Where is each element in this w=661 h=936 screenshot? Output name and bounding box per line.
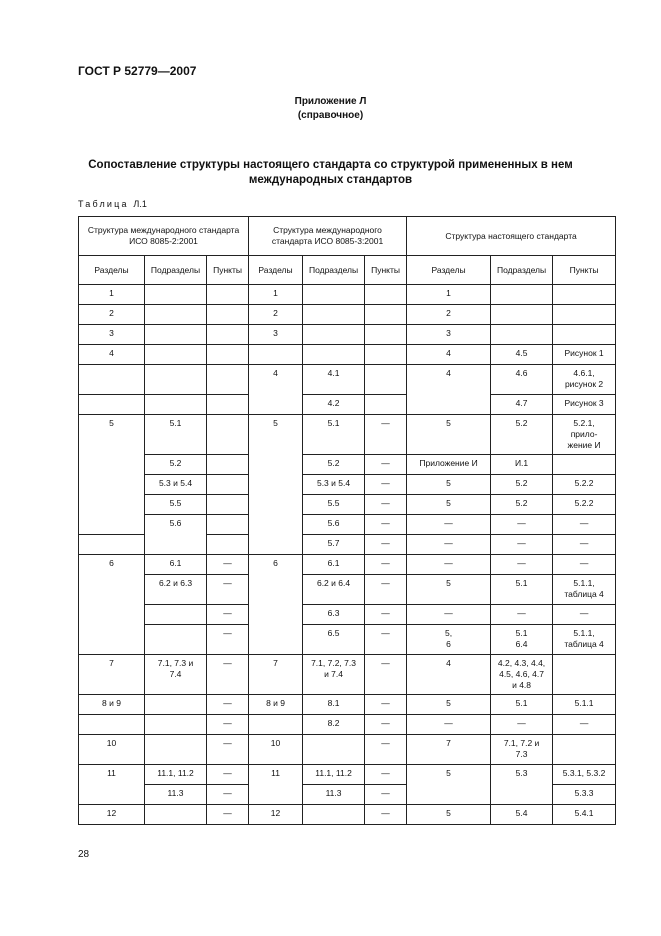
table-cell: — xyxy=(207,575,249,605)
table-row xyxy=(79,285,616,305)
table-row xyxy=(79,415,616,455)
table-cell: 5.3 и 5.4 xyxy=(303,475,365,495)
table-cell: 5.1 xyxy=(491,695,553,715)
table-cell: 5 xyxy=(407,495,491,515)
table-cell: 11.3 xyxy=(303,785,365,805)
table-cell: 11 xyxy=(249,765,303,805)
col-header-items: Пункты xyxy=(207,256,249,285)
table-cell xyxy=(491,285,553,305)
table-cell xyxy=(207,515,249,535)
table-cell xyxy=(491,625,553,655)
table-cell xyxy=(207,455,249,475)
table-cell: 6.1 xyxy=(145,555,207,575)
table-cell: — xyxy=(365,785,407,805)
table-cell: — xyxy=(207,805,249,825)
header-iso-8085-2-line-2: ИСО 8085-2:2001 xyxy=(129,236,198,246)
table-row xyxy=(79,805,616,825)
table-cell: 4 xyxy=(407,345,491,365)
table-cell: 5.2 xyxy=(491,415,553,455)
cell-line: прило- xyxy=(570,429,598,439)
table-cell: 5.6 xyxy=(303,515,365,535)
table-cell: 5 xyxy=(407,765,491,805)
col-header-subsections: Подразделы xyxy=(145,256,207,285)
header-iso-8085-3 xyxy=(249,217,407,256)
annex-label: Приложение Л xyxy=(294,96,367,107)
table-cell: — xyxy=(407,605,491,625)
standard-code: ГОСТ Р 52779—2007 xyxy=(78,64,197,78)
table-cell xyxy=(145,285,207,305)
table-row xyxy=(79,515,616,535)
col-header-sections: Разделы xyxy=(249,256,303,285)
table-row xyxy=(79,305,616,325)
table-cell: — xyxy=(407,715,491,735)
table-cell: 2 xyxy=(249,305,303,325)
table-cell xyxy=(553,735,616,765)
table-cell: — xyxy=(365,735,407,765)
table-cell xyxy=(553,455,616,475)
table-cell: 5 xyxy=(79,415,145,535)
table-cell: — xyxy=(207,555,249,575)
annex-title-line-2: международных стандартов xyxy=(248,174,413,186)
table-cell xyxy=(207,535,249,555)
table-cell xyxy=(303,285,365,305)
cell-line: 5.1 xyxy=(515,628,528,638)
table-cell: 6 xyxy=(79,555,145,655)
table-cell: — xyxy=(553,715,616,735)
table-cell: 4.6 xyxy=(491,365,553,395)
table-row xyxy=(79,345,616,365)
table-cell: 6.2 и 6.3 xyxy=(145,575,207,605)
table-cell: 5.5 xyxy=(303,495,365,515)
table-cell: 5.2.2 xyxy=(553,475,616,495)
col-header-subsections: Подразделы xyxy=(491,256,553,285)
table-cell: 5.3 и 5.4 xyxy=(145,475,207,495)
table-cell: — xyxy=(365,415,407,455)
cell-line: 7.3 xyxy=(515,749,528,759)
table-row xyxy=(79,555,616,575)
table-cell xyxy=(79,395,145,415)
table-cell xyxy=(365,285,407,305)
cell-line: 4.6.1, xyxy=(573,368,595,378)
table-cell: — xyxy=(365,515,407,535)
header-own-standard: Структура настоящего стандарта xyxy=(407,217,616,256)
table-cell: 4 xyxy=(79,345,145,365)
table-cell xyxy=(365,305,407,325)
table-row xyxy=(79,625,616,655)
table-cell: 3 xyxy=(249,325,303,345)
table-cell: — xyxy=(491,715,553,735)
table-cell: — xyxy=(207,715,249,735)
cell-line: и 7.4 xyxy=(324,669,343,679)
table-cell: Рисунок 1 xyxy=(553,345,616,365)
table-cell: — xyxy=(491,535,553,555)
table-cell xyxy=(491,305,553,325)
table-cell xyxy=(207,395,249,415)
table-cell xyxy=(207,475,249,495)
col-header-items: Пункты xyxy=(365,256,407,285)
cell-line: 6.4 xyxy=(515,639,528,649)
table-cell: 8.2 xyxy=(303,715,365,735)
table-cell xyxy=(553,575,616,605)
table-cell xyxy=(491,325,553,345)
table-cell: 11.1, 11.2 xyxy=(145,765,207,785)
cell-line: 5.1.1, xyxy=(573,628,595,638)
table-cell: — xyxy=(207,695,249,715)
table-row xyxy=(79,475,616,495)
table-cell: 5 xyxy=(407,575,491,605)
table-cell: 4 xyxy=(407,655,491,695)
table-cell: — xyxy=(207,655,249,695)
cell-line: 5.2.1, xyxy=(573,418,595,428)
table-cell: — xyxy=(365,655,407,695)
table-cell: Приложение И xyxy=(407,455,491,475)
table-cell: 5.1 xyxy=(303,415,365,455)
table-cell: — xyxy=(407,535,491,555)
table-cell: — xyxy=(365,625,407,655)
cell-line: 4.2, 4.3, 4.4, xyxy=(497,658,546,668)
table-cell: — xyxy=(553,555,616,575)
cell-line: 5.1.1, xyxy=(573,578,595,588)
table-cell: 5.2 xyxy=(491,495,553,515)
table-cell xyxy=(145,655,207,695)
table-cell xyxy=(553,365,616,395)
table-cell: — xyxy=(491,555,553,575)
table-row xyxy=(79,575,616,605)
table-cell: И.1 xyxy=(491,455,553,475)
table-caption-word: Таблица xyxy=(78,199,129,209)
table-cell: 8.1 xyxy=(303,695,365,715)
table-cell: 10 xyxy=(249,735,303,765)
table-cell xyxy=(303,345,365,365)
table-cell: 3 xyxy=(79,325,145,345)
table-cell xyxy=(145,695,207,715)
table-cell: 6 xyxy=(249,555,303,655)
header-iso-8085-3-line-1: Структура международного xyxy=(273,225,382,235)
table-caption xyxy=(78,199,147,209)
annex-heading xyxy=(0,95,661,123)
table-cell: 5.1 xyxy=(491,575,553,605)
table-cell: — xyxy=(365,575,407,605)
table-cell xyxy=(79,715,145,735)
table-cell: 5.6 xyxy=(145,515,207,555)
table-cell: — xyxy=(491,515,553,535)
col-header-sections: Разделы xyxy=(407,256,491,285)
table-cell xyxy=(553,325,616,345)
table-cell: 5 xyxy=(407,415,491,455)
col-header-subsections: Подразделы xyxy=(303,256,365,285)
cell-line: 7.4 xyxy=(169,669,182,679)
table-cell xyxy=(553,655,616,695)
col-header-items: Пункты xyxy=(553,256,616,285)
table-cell xyxy=(249,715,303,735)
table-cell: 5.2.2 xyxy=(553,495,616,515)
table-cell: 5.4.1 xyxy=(553,805,616,825)
table-cell: 5.2 xyxy=(303,455,365,475)
table-cell: 6.1 xyxy=(303,555,365,575)
table-cell: — xyxy=(365,535,407,555)
cell-line: 4.5, 4.6, 4.7 xyxy=(499,669,544,679)
table-cell: 4.2 xyxy=(303,395,365,415)
table-cell: 5.1 xyxy=(145,415,207,455)
table-cell xyxy=(365,395,407,415)
table-cell xyxy=(303,325,365,345)
header-iso-8085-2 xyxy=(79,217,249,256)
table-cell xyxy=(145,325,207,345)
table-cell: — xyxy=(553,515,616,535)
table-cell xyxy=(207,365,249,395)
table-cell xyxy=(145,805,207,825)
table-cell: 5.3.1, 5.3.2 xyxy=(553,765,616,785)
table-cell: 5 xyxy=(407,475,491,495)
table-cell: — xyxy=(365,455,407,475)
table-cell: 6.3 xyxy=(303,605,365,625)
table-cell: 5 xyxy=(407,695,491,715)
table-cell: 2 xyxy=(407,305,491,325)
cell-line: 6 xyxy=(446,639,451,649)
table-cell: 5.7 xyxy=(303,535,365,555)
table-cell xyxy=(303,305,365,325)
table-cell: 5.5 xyxy=(145,495,207,515)
cell-line: таблица 4 xyxy=(564,639,604,649)
table-cell xyxy=(491,735,553,765)
table-cell: 5 xyxy=(249,415,303,555)
table-cell: 8 и 9 xyxy=(79,695,145,715)
annex-title xyxy=(78,158,583,188)
table-cell xyxy=(553,305,616,325)
structure-comparison-table xyxy=(78,216,616,825)
table-cell: — xyxy=(365,805,407,825)
table-cell: — xyxy=(365,475,407,495)
annex-type: (справочное) xyxy=(297,110,364,121)
table-cell: 11 xyxy=(79,765,145,805)
table-cell: 12 xyxy=(79,805,145,825)
table-row xyxy=(79,455,616,475)
header-iso-8085-3-line-2: стандарта ИСО 8085-3:2001 xyxy=(271,236,384,246)
table-cell: — xyxy=(407,515,491,535)
table-cell xyxy=(365,325,407,345)
table-row xyxy=(79,605,616,625)
table-cell: — xyxy=(365,765,407,785)
table-cell: — xyxy=(491,605,553,625)
table-cell xyxy=(407,625,491,655)
table-cell: — xyxy=(553,605,616,625)
cell-line: жение И xyxy=(567,440,601,450)
table-row xyxy=(79,715,616,735)
table-cell: 7 xyxy=(79,655,145,695)
table-cell: 6.5 xyxy=(303,625,365,655)
table-cell xyxy=(145,735,207,765)
table-cell xyxy=(553,625,616,655)
table-cell: 11.3 xyxy=(145,785,207,805)
table-cell: — xyxy=(365,495,407,515)
table-cell: 1 xyxy=(79,285,145,305)
table-cell: — xyxy=(207,605,249,625)
table-row xyxy=(79,765,616,785)
table-cell: 4.5 xyxy=(491,345,553,365)
table-cell xyxy=(365,345,407,365)
table-caption-number: Л.1 xyxy=(133,199,147,209)
column-header-row xyxy=(79,256,616,285)
table-cell xyxy=(249,345,303,365)
table-cell xyxy=(303,655,365,695)
group-header-row xyxy=(79,217,616,256)
table-cell xyxy=(145,345,207,365)
cell-line: 7.1, 7.2, 7.3 xyxy=(311,658,356,668)
table-cell: 10 xyxy=(79,735,145,765)
cell-line: 5, xyxy=(445,628,453,638)
table-cell xyxy=(79,365,145,395)
annex-title-line-1: Сопоставление структуры настоящего стандарта со структурой примененных в нем xyxy=(88,159,573,171)
table-cell xyxy=(207,285,249,305)
table-cell xyxy=(145,605,207,625)
table-cell xyxy=(145,625,207,655)
table-cell: 5.3 xyxy=(491,765,553,805)
table-cell xyxy=(207,305,249,325)
table-cell: 5.3.3 xyxy=(553,785,616,805)
table-cell: 4.1 xyxy=(303,365,365,395)
table-cell: 6.2 и 6.4 xyxy=(303,575,365,605)
table-row xyxy=(79,365,616,395)
table-cell: — xyxy=(207,625,249,655)
table-cell: — xyxy=(407,555,491,575)
table-cell: 5.1.1 xyxy=(553,695,616,715)
col-header-sections: Разделы xyxy=(79,256,145,285)
table-row xyxy=(79,395,616,415)
table-cell xyxy=(365,365,407,395)
table-row xyxy=(79,655,616,695)
table-cell xyxy=(79,535,145,555)
table-cell xyxy=(491,655,553,695)
table-cell xyxy=(207,415,249,455)
table-cell: — xyxy=(365,715,407,735)
table-cell: 8 и 9 xyxy=(249,695,303,715)
page-number: 28 xyxy=(78,849,90,860)
table-cell xyxy=(207,495,249,515)
table-cell: — xyxy=(365,695,407,715)
table-cell: — xyxy=(207,785,249,805)
cell-line: 7.1, 7.2 и xyxy=(503,738,540,748)
table-cell: — xyxy=(207,765,249,785)
table-cell: 5 xyxy=(407,805,491,825)
table-row xyxy=(79,735,616,765)
table-cell: — xyxy=(365,555,407,575)
table-row xyxy=(79,495,616,515)
cell-line: 7.1, 7.3 и xyxy=(157,658,194,668)
table-cell: 7 xyxy=(407,735,491,765)
table-cell: 5.2 xyxy=(491,475,553,495)
cell-line: таблица 4 xyxy=(564,589,604,599)
table-cell: 12 xyxy=(249,805,303,825)
header-iso-8085-2-line-1: Структура международного стандарта xyxy=(87,225,240,235)
table-cell: 7 xyxy=(249,655,303,695)
table-cell: — xyxy=(365,605,407,625)
table-cell xyxy=(145,305,207,325)
table-cell: 2 xyxy=(79,305,145,325)
table-cell: 4 xyxy=(249,365,303,415)
table-cell xyxy=(145,395,207,415)
table-cell: 1 xyxy=(407,285,491,305)
table-row xyxy=(79,325,616,345)
table-cell: 4.7 xyxy=(491,395,553,415)
table-cell: 1 xyxy=(249,285,303,305)
table-cell xyxy=(553,285,616,305)
table-cell: 11.1, 11.2 xyxy=(303,765,365,785)
table-cell: 4 xyxy=(407,365,491,415)
cell-line: рисунок 2 xyxy=(564,379,604,389)
table-cell: Рисунок 3 xyxy=(553,395,616,415)
table-cell xyxy=(303,805,365,825)
table-cell xyxy=(553,415,616,455)
table-cell: — xyxy=(207,735,249,765)
table-cell: — xyxy=(553,535,616,555)
table-row xyxy=(79,695,616,715)
table-cell xyxy=(145,365,207,395)
table-cell: 3 xyxy=(407,325,491,345)
table-cell xyxy=(207,345,249,365)
table-cell: 5.2 xyxy=(145,455,207,475)
table-cell xyxy=(303,735,365,765)
table-cell xyxy=(207,325,249,345)
cell-line: и 4.8 xyxy=(512,680,532,690)
table-cell: 5.4 xyxy=(491,805,553,825)
table-cell xyxy=(145,715,207,735)
